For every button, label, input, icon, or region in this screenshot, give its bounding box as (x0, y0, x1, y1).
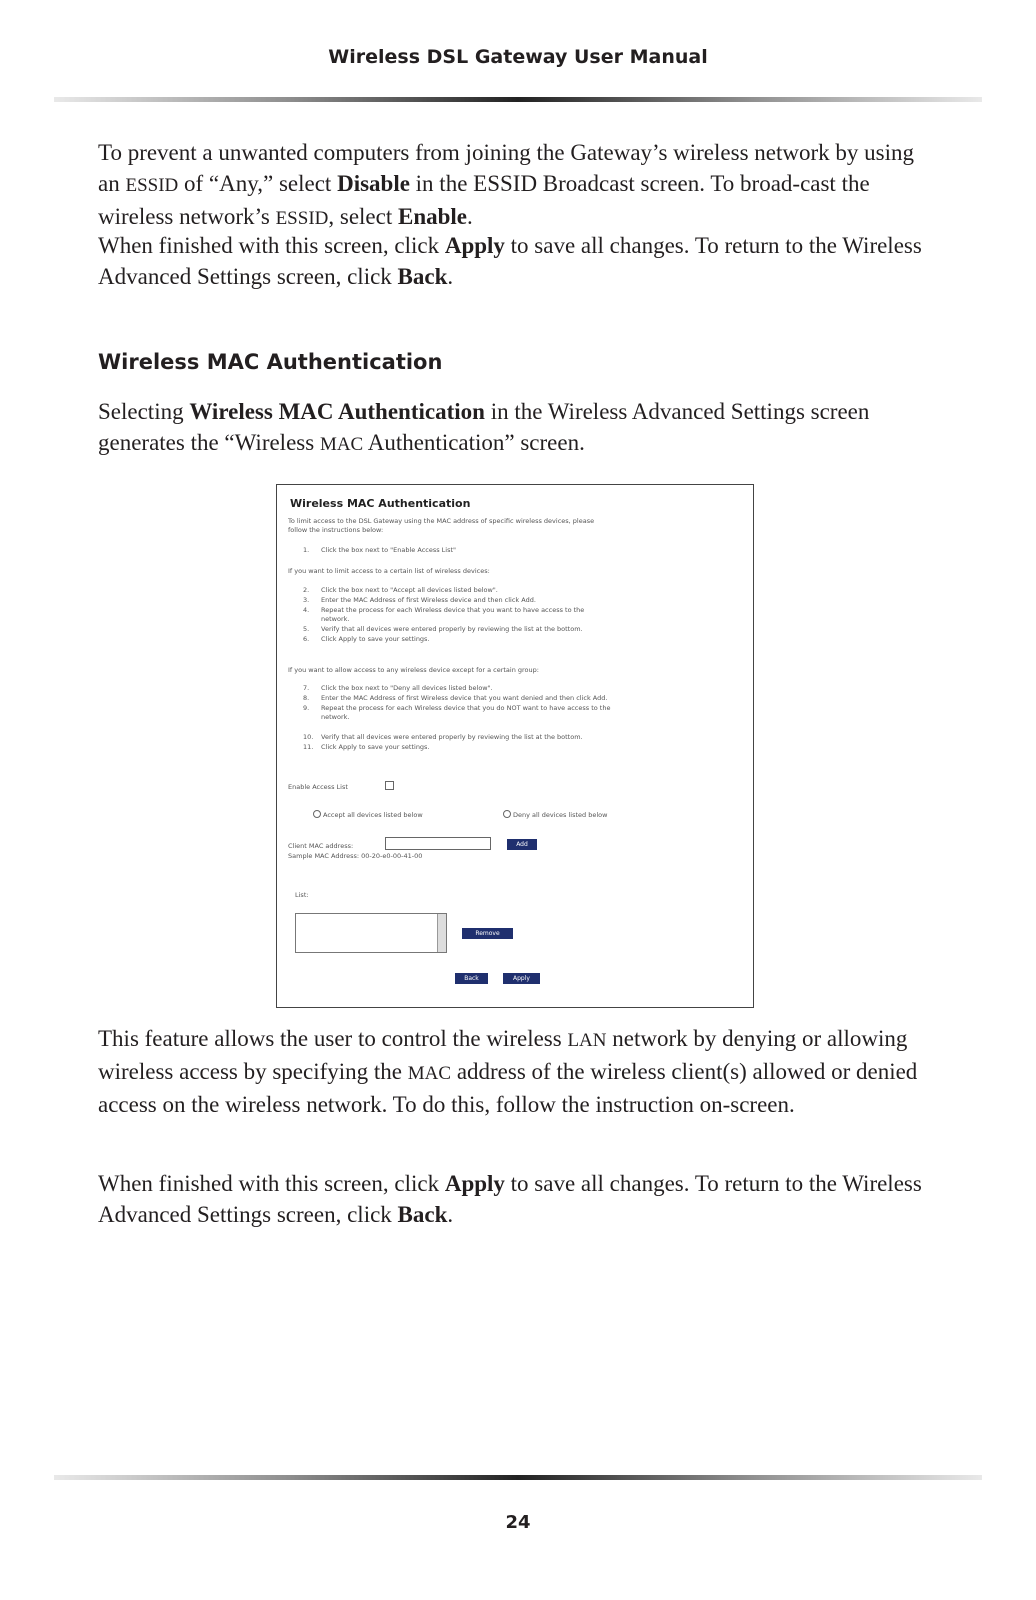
screenshot-step (303, 733, 583, 742)
step-number: 2. (303, 586, 310, 594)
step-number: 1. (303, 546, 310, 554)
screenshot-step (303, 635, 430, 644)
mac-authentication-screenshot (276, 484, 754, 1008)
step-number: 10. (303, 733, 314, 741)
step-text: Click the box next to "Enable Access List" (321, 546, 457, 554)
step-text: Click Apply to save your settings. (321, 635, 430, 643)
accept-all-radio[interactable] (313, 810, 321, 818)
screenshot-step (303, 625, 583, 634)
step-text: Click the box next to "Accept all devices listed below". (321, 586, 498, 594)
outro-text: to save all changes. To return to the Wireless Advanced Settings screen, click (98, 1171, 922, 1227)
step-number: 5. (303, 625, 310, 633)
client-mac-label: Client MAC address: (288, 842, 354, 850)
list-label: List: (295, 891, 309, 899)
screenshot-title: Wireless MAC Authentication (290, 497, 471, 510)
step-text: Click the box next to "Deny all devices listed below". (321, 684, 493, 692)
page-number: 24 (505, 1512, 531, 1533)
step-text: Verify that all devices were entered properly by reviewing the list at the bottom. (321, 733, 583, 741)
step-number: 7. (303, 684, 310, 692)
intro-essid: ESSID (125, 175, 179, 196)
footer-rule (54, 1475, 982, 1480)
screenshot-step (303, 546, 456, 555)
section-bold: Wireless MAC Authentication (189, 399, 485, 424)
intro-paragraph (98, 137, 938, 234)
remove-button[interactable]: Remove (462, 928, 513, 939)
intro-text: . (447, 264, 454, 289)
intro-enable-bold: Enable (397, 204, 468, 229)
step-text: Verify that all devices were entered properly by reviewing the list at the bottom. (321, 625, 583, 633)
running-header: Wireless DSL Gateway User Manual (328, 46, 708, 68)
section-paragraph (98, 396, 938, 460)
screenshot-step (303, 704, 610, 713)
intro-text: . (467, 204, 473, 229)
outro-text: address of the wireless client(s) allowed or denied access on the wireless network. To do this, follow the instruction on-screen. (98, 1059, 918, 1117)
enable-access-list-checkbox[interactable] (385, 781, 394, 790)
screenshot-step (303, 684, 493, 693)
header-rule (54, 97, 982, 102)
screenshot-step (303, 586, 498, 595)
section-mac: MAC (319, 434, 364, 455)
intro-text: , select (328, 204, 398, 229)
step-text: Repeat the process for each Wireless device that you do NOT want to have access to the (321, 704, 611, 712)
mac-address-list[interactable] (295, 913, 447, 953)
step-number: 4. (303, 606, 310, 614)
client-mac-input[interactable] (385, 837, 491, 850)
screenshot-step (303, 713, 349, 722)
screenshot-intro-line: follow the instructions below: (288, 526, 384, 534)
intro-disable-bold: Disable (337, 171, 410, 196)
deny-all-radio[interactable] (503, 810, 511, 818)
accept-all-label: Accept all devices listed below (323, 811, 423, 819)
list-scrollbar[interactable] (437, 914, 446, 952)
deny-all-label: Deny all devices listed below (513, 811, 608, 819)
section-text: Authentication” screen. (363, 430, 585, 455)
step-text: Repeat the process for each Wireless device that you want to have access to the (321, 606, 585, 614)
enable-access-list-label: Enable Access List (288, 783, 348, 791)
section-text: in the Wireless Advanced Settings screen generates the “Wireless (98, 399, 870, 455)
step-number: 3. (303, 596, 310, 604)
step-text: network. (321, 615, 350, 623)
screenshot-step (303, 606, 584, 615)
step-text: Enter the MAC Address of first Wireless device that you want denied and then click Add. (321, 694, 608, 702)
screenshot-if-limit: If you want to limit access to a certain list of wireless devices: (288, 567, 490, 575)
intro-apply-paragraph (98, 230, 938, 292)
step-number: 8. (303, 694, 310, 702)
apply-bold: Apply (444, 1171, 505, 1196)
outro-text: network by denying or allowing wireless access by specifying the (98, 1026, 908, 1084)
intro-essid: ESSID (275, 208, 329, 229)
outro-lan: LAN (567, 1030, 607, 1051)
screenshot-step (303, 596, 536, 605)
sample-mac-text: Sample MAC Address: 00-20-e0-00-41-00 (288, 852, 423, 860)
section-text: Selecting (98, 399, 190, 424)
back-bold: Back (397, 264, 448, 289)
outro-text: This feature allows the user to control the wireless (98, 1026, 568, 1051)
intro-text: of “Any,” select (178, 171, 338, 196)
step-number: 11. (303, 743, 314, 751)
screenshot-step (303, 694, 607, 703)
step-text: Enter the MAC Address of first Wireless device and then click Add. (321, 596, 536, 604)
intro-text: in the ESSID Broadcast screen. To broad-cast the wireless network’s (98, 171, 870, 229)
step-text: network. (321, 713, 350, 721)
apply-button[interactable]: Apply (503, 973, 540, 984)
outro-text: When finished with this screen, click (98, 1171, 445, 1196)
step-number: 6. (303, 635, 310, 643)
step-text: Click Apply to save your settings. (321, 743, 430, 751)
outro-mac: MAC (407, 1063, 452, 1084)
screenshot-step (303, 615, 349, 624)
section-heading: Wireless MAC Authentication (98, 350, 443, 374)
screenshot-step (303, 743, 430, 752)
intro-text: To prevent a unwanted computers from joining the Gateway’s wireless network by using an (98, 140, 914, 196)
apply-bold: Apply (444, 233, 505, 258)
screenshot-intro-line: To limit access to the DSL Gateway using the MAC address of specific wireless devices, please (288, 517, 595, 525)
outro-text: . (447, 1202, 454, 1227)
outro-paragraph (98, 1023, 938, 1120)
back-button[interactable]: Back (455, 973, 488, 984)
add-button[interactable]: Add (507, 839, 537, 850)
intro-text: to save all changes. To return to the Wireless Advanced Settings screen, click (98, 233, 922, 289)
back-bold: Back (397, 1202, 448, 1227)
screenshot-if-allow: If you want to allow access to any wireless device except for a certain group: (288, 666, 539, 674)
intro-text: When finished with this screen, click (98, 233, 445, 258)
step-number: 9. (303, 704, 310, 712)
outro-apply-paragraph (98, 1168, 938, 1230)
